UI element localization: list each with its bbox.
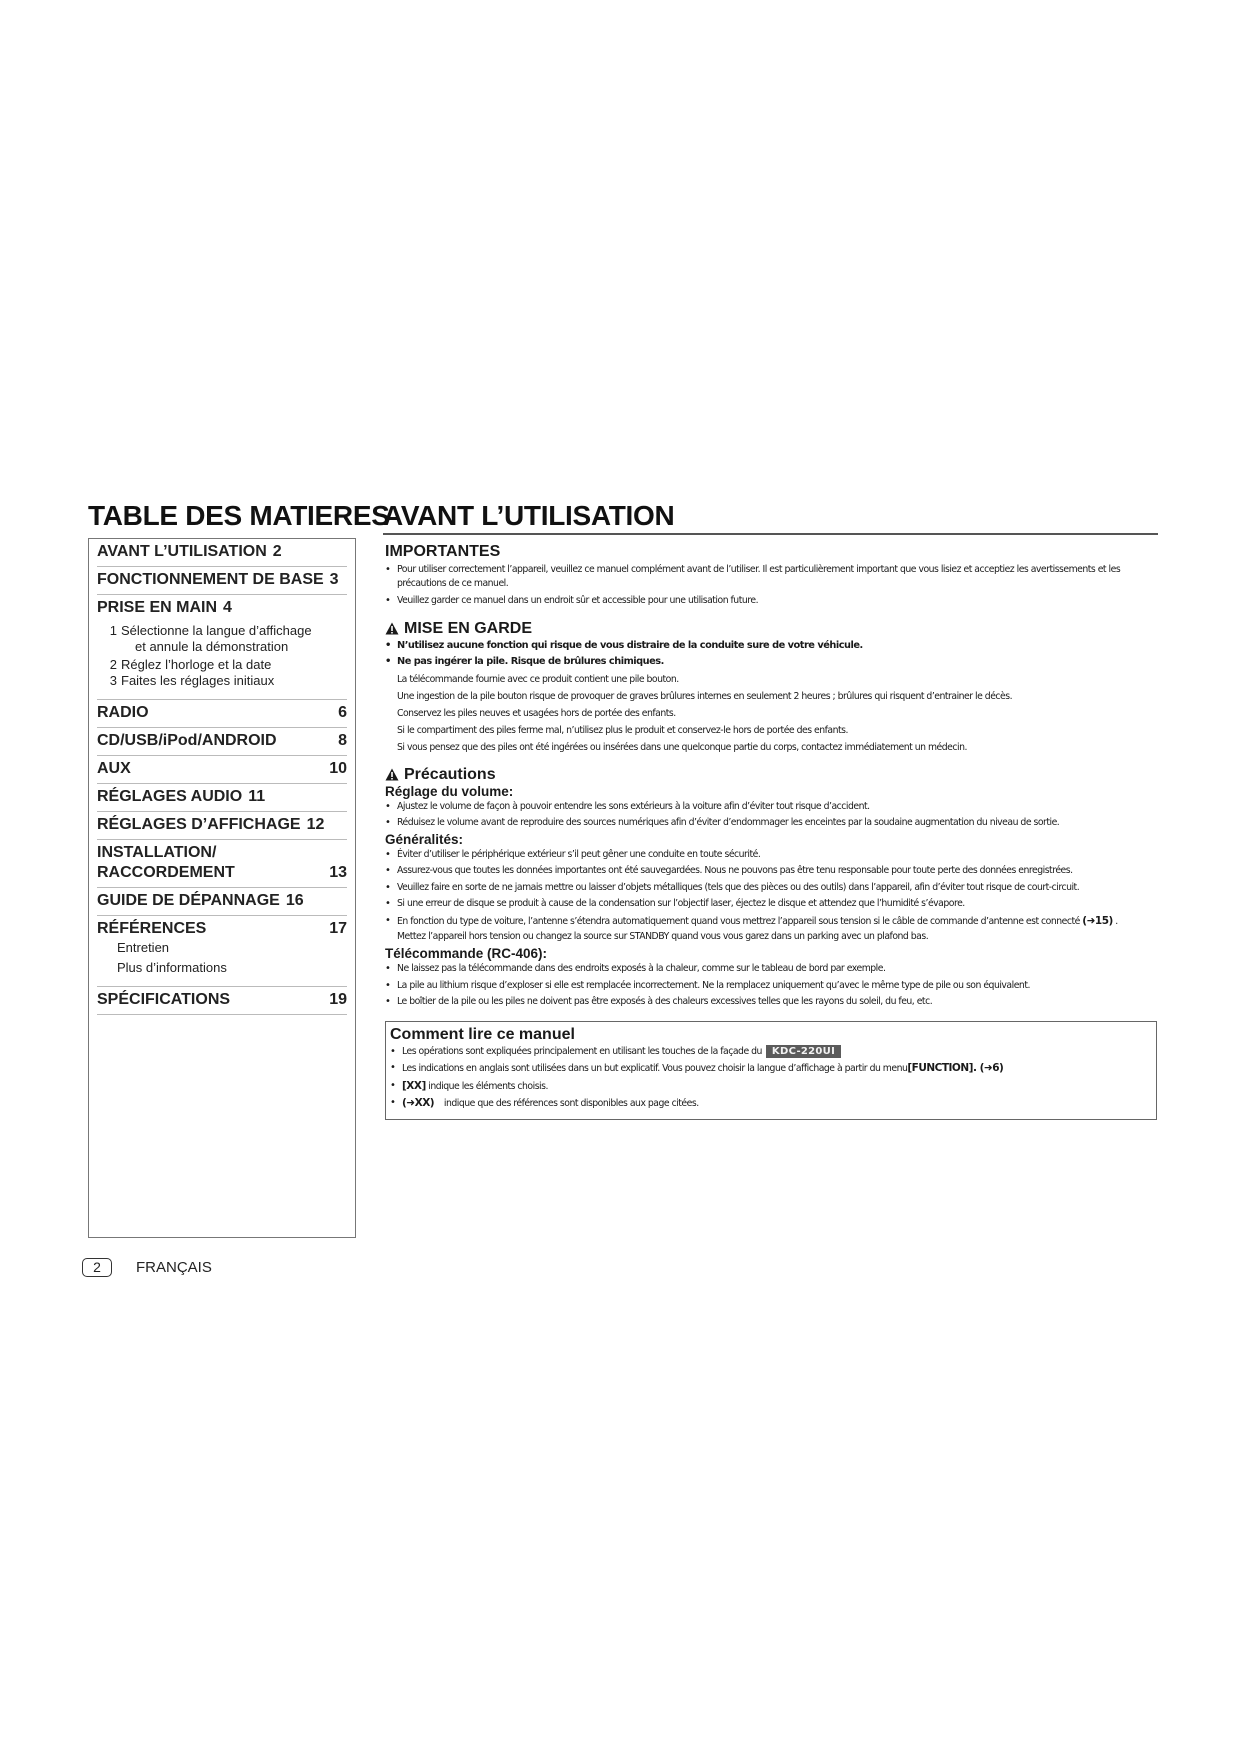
toc-subitem[interactable]: 3 Faites les réglages initiaux [109, 673, 275, 688]
mise-en-garde-header [385, 620, 1157, 638]
text-line: Mettez l’appareil hors tension ou changez la source sur STANDBY quand vous vous garez dans un parking avec un plafond bas. [397, 931, 929, 942]
toc-entry-avant[interactable] [97, 539, 347, 567]
toc-entry-specifications[interactable] [97, 987, 347, 1015]
page-reference[interactable]: (➜15) [1082, 914, 1113, 927]
key-notation: [XX] [402, 1079, 426, 1092]
toc-label: RÉFÉRENCES [97, 920, 207, 937]
text-line: Conservez les piles neuves et usagées hors de portée des enfants. [397, 707, 676, 719]
model-badge: KDC-220UI [766, 1045, 841, 1058]
toc-page: 11 [248, 788, 266, 805]
toc-entry-prise-en-main[interactable] [97, 595, 347, 700]
list-item: • En fonction du type de voiture, l’antenne s’étendra automatiquement quand vous mettrez l’appareil sous tension si le câble de commande d’antenne est connecté (➜15) . [385, 913, 1157, 931]
text-line: Si le compartiment des piles ferme mal, n’utilisez plus le produit et conservez-le hors de portée des enfants. [397, 724, 848, 736]
list-item: • Assurez-vous que toutes les données importantes ont été sauvegardées. Nous ne pouvons pas être tenu responsable pour toute perte des données enregistrées. [385, 863, 1157, 880]
list-item: • Les indications en anglais sont utilisées dans un but explicatif. Vous pouvez choisir la langue d’affichage à partir du menu[FUNCTION]. (➜6) [390, 1060, 1150, 1078]
list-item: • La pile au lithium risque d’exploser si elle est remplacée incorrectement. Ne la remplacez uniquement qu’avec le même type de pile ou son équivalent. [385, 978, 1157, 995]
list-item: • Ne laissez pas la télécommande dans des endroits exposés à la chaleur, comme sur le tableau de bord par exemple. [385, 961, 1157, 978]
list-item: • Le boîtier de la pile ou les piles ne doivent pas être exposés à des chaleurs excessives telles que les rayons du soleil, du feu, etc. [385, 994, 1157, 1011]
warning-icon [385, 768, 399, 781]
toc-entry-reglages-affichage[interactable] [97, 812, 347, 840]
toc-page: 13 [329, 864, 347, 881]
toc-page: 8 [338, 732, 347, 749]
list-item: • Veuillez faire en sorte de ne jamais mettre ou laisser d’objets métalliques (tels que des pièces ou des outils) dans l’appareil, afin d’éviter tout risque de court-circuit. [385, 880, 1157, 897]
toc-entry-radio[interactable] [97, 700, 347, 728]
general-list [385, 847, 1157, 931]
toc-entry-aux[interactable] [97, 756, 347, 784]
warning-icon [385, 622, 399, 635]
toc-subitem-cont: et annule la démonstration [135, 639, 289, 654]
toc-label: INSTALLATION/ [97, 844, 217, 861]
toc-label: SPÉCIFICATIONS [97, 991, 231, 1008]
toc-entry-installation[interactable] [97, 840, 347, 888]
toc-page: 12 [306, 816, 325, 833]
toc-page: 19 [329, 991, 347, 1008]
toc-label: RÉGLAGES AUDIO [97, 788, 243, 805]
title-rule [383, 533, 1158, 535]
reference-notation: (➜XX) [402, 1097, 435, 1109]
how-to-heading: Comment lire ce manuel [390, 1025, 575, 1043]
list-item: • N’utilisez aucune fonction qui risque de vous distraire de la conduite sure de votre véhicule. [385, 638, 1157, 655]
list-item: • Éviter d’utiliser le périphérique extérieur s’il peut gêner une conduite en toute sécurité. [385, 847, 1157, 864]
toc-entry-depannage[interactable] [97, 888, 347, 916]
toc-subitem[interactable]: 2 Réglez l’horloge et la date [109, 657, 272, 672]
toc-label: RÉGLAGES D’AFFICHAGE [97, 816, 301, 833]
toc-subitem[interactable]: 1 Sélectionne la langue d’affichage [109, 623, 312, 638]
page-footer [82, 1258, 212, 1277]
list-item: • [XX] indique les éléments choisis. [390, 1078, 1150, 1096]
text-line: La télécommande fournie avec ce produit contient une pile bouton. [397, 673, 679, 685]
toc-box [88, 538, 356, 1238]
toc-page: 4 [223, 599, 232, 616]
toc-subitem[interactable]: Plus d’informations [117, 960, 227, 975]
toc-page: 17 [329, 920, 347, 937]
importantes-heading: IMPORTANTES [385, 543, 501, 560]
volume-list [385, 799, 1157, 832]
toc-subitem[interactable]: Entretien [117, 940, 170, 955]
list-item: • Pour utiliser correctement l’appareil, veuillez ce manuel complément avant de l’utiliser. Il est particulièrement important que vous lisiez et acceptiez les avertissements et les précautions de ce manuel. [385, 563, 1157, 591]
toc-label: GUIDE DE DÉPANNAGE [97, 892, 280, 909]
list-item: • Si une erreur de disque se produit à cause de la condensation sur l’objectif laser, éjectez le disque et attendez que l’humidité s’évapore. [385, 896, 1157, 913]
function-key: [FUNCTION] [907, 1062, 973, 1074]
page-reference[interactable]: . (➜6) [972, 1062, 1004, 1074]
toc-page: 2 [272, 543, 282, 560]
text-line: Une ingestion de la pile bouton risque de provoquer de graves brûlures internes en seulement 2 heures ; brûlures qui risquent d’entrainer le décès. [397, 690, 1013, 702]
toc-entry-reglages-audio[interactable] [97, 784, 347, 812]
toc-title: TABLE DES MATIERES [88, 500, 390, 531]
list-item: • Ne pas ingérer la pile. Risque de brûlures chimiques. [385, 654, 1157, 671]
text-line: Si vous pensez que des piles ont été ingérées ou insérées dans une quelconque partie du corps, contactez immédiatement un médecin. [397, 741, 967, 753]
page-number: 2 [82, 1258, 112, 1277]
toc-label: CD/USB/iPod/ANDROID [97, 732, 277, 749]
mise-en-garde-heading: MISE EN GARDE [404, 619, 533, 637]
toc-label: PRISE EN MAIN [97, 599, 218, 616]
toc-entry-cd-usb[interactable] [97, 728, 347, 756]
toc-entry-fonctionnement[interactable] [97, 567, 347, 595]
page-language: FRANÇAIS [136, 1259, 212, 1276]
toc-label: AUX [97, 760, 131, 777]
volume-heading: Réglage du volume: [385, 783, 514, 799]
list-item: • Veuillez garder ce manuel dans un endroit sûr et accessible pour une utilisation future. [385, 593, 1157, 610]
general-heading: Généralités: [385, 831, 464, 847]
toc-page: 6 [338, 704, 347, 721]
list-item: • (➜XX) indique que des références sont disponibles aux page citées. [390, 1095, 1150, 1113]
list-item: • Ajustez le volume de façon à pouvoir entendre les sons extérieurs à la voiture afin d’éviter tout risque d’accident. [385, 799, 1157, 816]
page-title: AVANT L’UTILISATION [383, 500, 675, 531]
toc-page: 3 [329, 571, 339, 588]
precautions-heading: Précautions [404, 765, 496, 783]
toc-label: RADIO [97, 704, 149, 721]
toc-page: 16 [285, 892, 304, 909]
toc-label: FONCTIONNEMENT DE BASE [97, 571, 324, 588]
toc-entry-references[interactable] [97, 916, 347, 987]
toc-label: AVANT L’UTILISATION [97, 543, 267, 560]
toc-page: 10 [329, 760, 347, 777]
remote-heading: Télécommande (RC-406): [385, 946, 548, 961]
list-item: • Réduisez le volume avant de reproduire des sources numériques afin d’éviter d’endommager les enceintes par la soudaine augmentation du niveau de sortie. [385, 815, 1157, 832]
how-to-list [390, 1044, 1150, 1113]
mise-en-garde-list [385, 638, 1157, 671]
precautions-header [385, 766, 1157, 784]
how-to-box [385, 1021, 1157, 1120]
main-content [385, 543, 1157, 1120]
list-item: • Les opérations sont expliquées principalement en utilisant les touches de la façade du KDC-220UI [390, 1044, 1150, 1061]
remote-list [385, 961, 1157, 1011]
toc-label: RACCORDEMENT [97, 864, 235, 881]
importantes-list [385, 563, 1157, 610]
